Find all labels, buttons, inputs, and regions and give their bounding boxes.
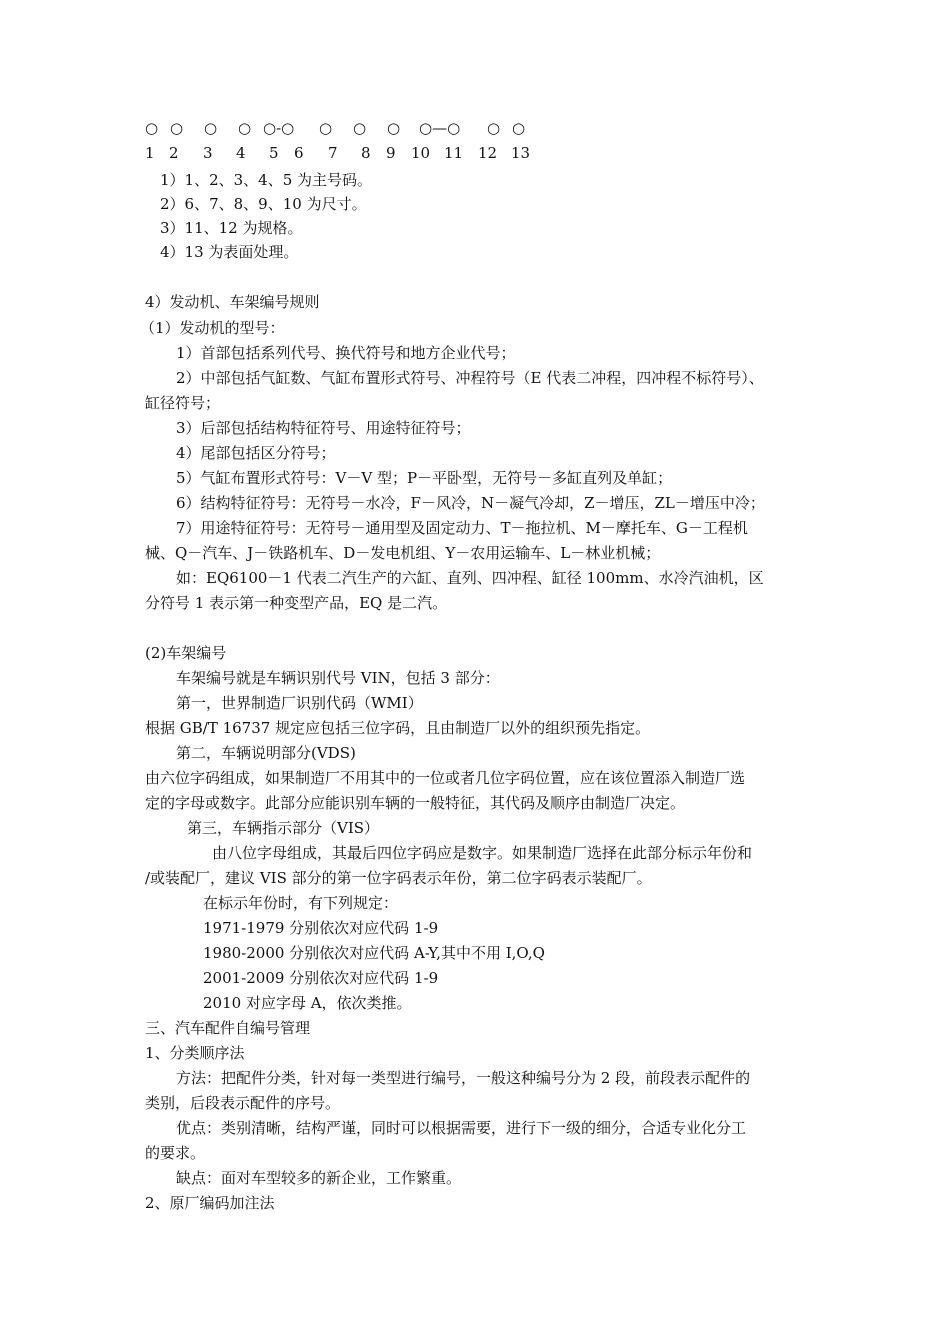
section-heading: 三、汽车配件自编号管理	[145, 1019, 311, 1037]
text-line: 1）首部包括系列代号、换代符号和地方企业代号；	[176, 344, 516, 362]
num-8: 8	[361, 144, 371, 162]
num-11: 11	[444, 144, 464, 162]
text-line: 2）6、7、8、9、10 为尺寸。	[160, 195, 367, 213]
text-line: 1）1、2、3、4、5 为主号码。	[160, 171, 373, 189]
subsection-heading: （1）发动机的型号：	[140, 319, 285, 337]
num-13: 13	[511, 144, 531, 162]
text-line: 2）中部包括气缸数、气缸布置形式符号、冲程符号（E 代表二冲程，四冲程不标符号）、	[176, 369, 764, 387]
text-line: 第一，世界制造厂识别代码（WMI）	[176, 694, 423, 712]
text-line: 缸径符号；	[145, 394, 221, 412]
subsection-heading: 2、原厂编码加注法	[145, 1194, 275, 1212]
text-line: 6）结构特征符号：无符号－水冷，F－风冷，N－凝气冷却，Z－增压，ZL－增压中冷；	[176, 494, 765, 512]
num-7: 7	[328, 144, 338, 162]
circle-2: ○	[170, 119, 184, 137]
text-line: 如：EQ6100－1 代表二汽生产的六缸、直列、四冲程、缸径 100mm、水冷汽油机，区	[176, 569, 764, 587]
text-line: 类别，后段表示配件的序号。	[145, 1094, 341, 1112]
text-line: 3）后部包括结构特征符号、用途特征符号；	[176, 419, 471, 437]
text-line: 根据 GB/T 16737 规定应包括三位字码，且由制造厂以外的组织预先指定。	[145, 719, 651, 737]
num-9: 9	[386, 144, 396, 162]
circle-10-11: ○—○	[419, 119, 461, 137]
circle-12: ○	[487, 119, 501, 137]
circle-8: ○	[353, 119, 367, 137]
text-line: 缺点：面对车型较多的新企业，工作繁重。	[176, 1169, 462, 1187]
text-line: 由六位字码组成，如果制造厂不用其中的一位或者几位字码位置，应在该位置添入制造厂选	[145, 769, 746, 787]
num-12: 12	[478, 144, 498, 162]
num-10: 10	[411, 144, 431, 162]
text-line: 定的字母或数字。此部分应能识别车辆的一般特征，其代码及顺序由制造厂决定。	[145, 794, 686, 812]
circle-3: ○	[204, 119, 218, 137]
text-line: 方法：把配件分类，针对每一类型进行编号，一般这种编号分为 2 段，前段表示配件的	[176, 1069, 751, 1087]
circle-4: ○	[238, 119, 252, 137]
text-line: 优点：类别清晰，结构严谨，同时可以根据需要，进行下一级的细分，合适专业化分工	[176, 1119, 747, 1137]
text-line: 第三，车辆指示部分（VIS）	[187, 819, 380, 837]
text-line: 分符号 1 表示第一种变型产品，EQ 是二汽。	[145, 594, 448, 612]
text-line: 由八位字母组成，其最后四位字码应是数字。如果制造厂选择在此部分标示年份和	[212, 844, 753, 862]
text-line: 的要求。	[145, 1144, 206, 1162]
circle-1: ○	[145, 119, 159, 137]
text-line: 2010 对应字母 A，依次类推。	[203, 994, 412, 1012]
text-line: 1971-1979 分别依次对应代码 1-9	[203, 919, 439, 937]
circle-5-6: ○-○	[263, 119, 295, 137]
text-line: 7）用途特征符号：无符号－通用型及固定动力、T－拖拉机、M－摩托车、G－工程机	[176, 519, 748, 537]
num-6: 6	[294, 144, 304, 162]
text-line: 械、Q－汽车、J－铁路机车、D－发电机组、Y－农用运输车、L－林业机械；	[145, 544, 661, 562]
num-5: 5	[269, 144, 279, 162]
subsection-heading: 1、分类顺序法	[145, 1044, 245, 1062]
text-line: 1980-2000 分别依次对应代码 A-Y,其中不用 I,O,Q	[203, 944, 545, 962]
circle-7: ○	[319, 119, 333, 137]
position-numbers	[145, 143, 545, 163]
text-line: 5）气缸布置形式符号：V－V 型；P－平卧型，无符号－多缸直列及单缸；	[176, 469, 673, 487]
text-line: 2001-2009 分别依次对应代码 1-9	[203, 969, 439, 987]
position-circles	[145, 118, 545, 138]
text-line: 车架编号就是车辆识别代号 VIN，包括 3 部分：	[176, 669, 500, 687]
circle-9: ○	[387, 119, 401, 137]
circle-13: ○	[512, 119, 526, 137]
text-line: 在标示年份时，有下列规定：	[203, 894, 399, 912]
text-line: 4）13 为表面处理。	[160, 243, 299, 261]
text-line: 第二，车辆说明部分(VDS)	[176, 744, 356, 762]
text-line: /或装配厂，建议 VIS 部分的第一位字码表示年份，第二位字码表示装配厂。	[145, 869, 652, 887]
num-3: 3	[203, 144, 213, 162]
text-line: 3）11、12 为规格。	[160, 219, 303, 237]
text-line: 4）尾部包括区分符号；	[176, 444, 336, 462]
num-1: 1	[145, 144, 155, 162]
num-2: 2	[169, 144, 179, 162]
num-4: 4	[236, 144, 246, 162]
subsection-heading: (2)车架编号	[145, 644, 227, 662]
section-heading: 4）发动机、车架编号规则	[145, 293, 320, 311]
